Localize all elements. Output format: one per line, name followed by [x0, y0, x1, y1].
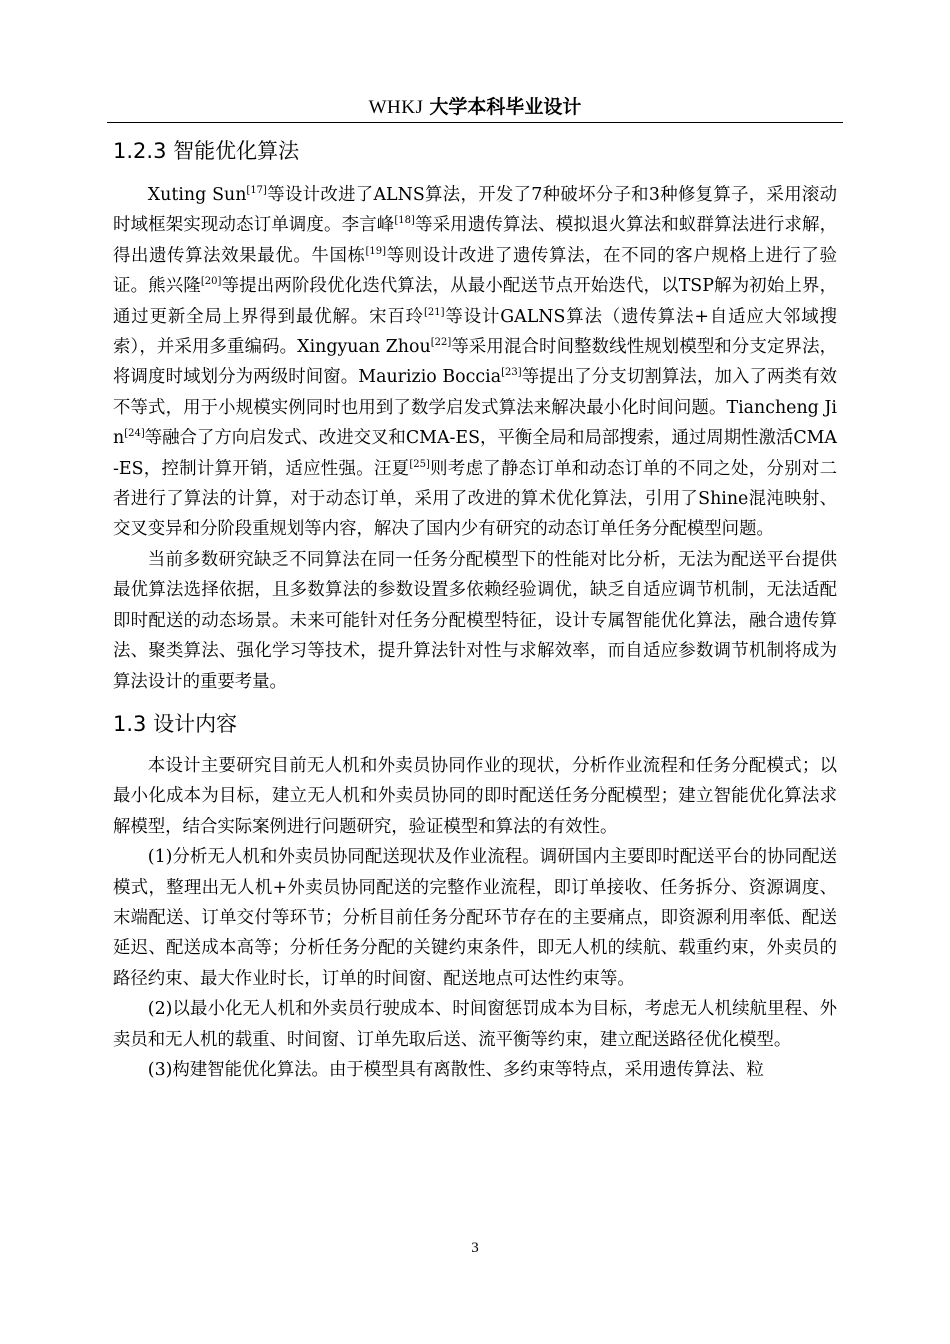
- text-run: 等设计GALNS算法（遗传算法+自适应大邻域搜索），并采用多重编码。Xingyuan Zhou: [113, 306, 837, 358]
- paragraph-design-item-3: (3)构建智能优化算法。由于模型具有离散性、多约束等特点，采用遗传算法、粒: [147, 1059, 764, 1080]
- citation-ref: [23]: [501, 367, 522, 379]
- paragraph-design-item-2: (2)以最小化无人机和外卖员行驶成本、时间窗惩罚成本为目标，考虑无人机续航里程、外卖员和无人机的载重、时间窗、订单先取后送、流平衡等约束，建立配送路径优化模型。: [113, 999, 837, 1050]
- section-heading-1-3: 1.3 设计内容: [113, 711, 238, 736]
- paragraph-literature-review: [113, 180, 837, 545]
- citation-ref: [25]: [409, 458, 430, 470]
- text-run: 等提出两阶段优化迭代算法，从最小配送节点开始迭代，以TSP解为初始上界，通过更新全局上界得到最优解。宋百玲: [113, 276, 837, 327]
- text-run: 等设计改进了ALNS算法，开发了7种破坏分子和3种修复算子，采用滚动时域框架实现动态订单调度。李言峰: [113, 185, 837, 236]
- paragraph-research-gap: 当前多数研究缺乏不同算法在同一任务分配模型下的性能对比分析，无法为配送平台提供最优算法选择依据，且多数算法的参数设置多依赖经验调优，缺乏自适应调节机制，无法适配即时配送的动态场景。未来可能针对任务分配模型特征，设计专属智能优化算法，融合遗传算法、聚类算法、强化学习等技术，提升算法针对性与求解效率，而自适应参数调节机制将成为算法设计的重要考量。: [113, 549, 837, 692]
- citation-ref: [20]: [200, 276, 222, 288]
- text-run: 等则设计改进了遗传算法，在不同的客户规格上进行了验证。熊兴隆: [113, 245, 837, 297]
- citation-ref: [18]: [394, 215, 415, 227]
- citation-ref: [19]: [365, 246, 387, 258]
- paragraph-design-item-1: (1)分析无人机和外卖员协同配送现状及作业流程。调研国内主要即时配送平台的协同配送模式，整理出无人机+外卖员协同配送的完整作业流程，即订单接收、任务拆分、资源调度、末端配送、订单交付等环节；分析目前任务分配环节存在的主要痛点，即资源利用率低、配送延迟、配送成本高等；分析任务分配的关键约束条件，即无人机的续航、载重约束，外卖员的路径约束、最大作业时长，订单的时间窗、配送地点可达性约束等。: [113, 847, 837, 989]
- text-run: 等融合了方向启发式、改进交叉和CMA-ES，平衡全局和局部搜索，通过周期性激活CMA-ES，控制计算开销，适应性强。汪夏: [113, 428, 837, 479]
- text-run: 则考虑了静态订单和动态订单的不同之处，分别对二者进行了算法的计算，对于动态订单，采用了改进的算术优化算法，引用了Shine混沌映射、交叉变异和分阶段重规划等内容，解决了国内少有研究的动态订单任务分配模型问题。: [113, 458, 837, 540]
- main-content: [113, 134, 837, 1085]
- header-latin-text: WHKJ: [368, 97, 424, 118]
- section-heading-1-2-3: 1.2.3 智能优化算法: [113, 139, 300, 163]
- paragraph-design-overview: 本设计主要研究目前无人机和外卖员协同作业的现状，分析作业流程和任务分配模式；以最小化成本为目标，建立无人机和外卖员协同的即时配送任务分配模型；建立智能优化算法求解模型，结合实际案例进行问题研究，验证模型和算法的有效性。: [113, 755, 837, 837]
- header-title: 大学本科毕业设计: [429, 96, 582, 118]
- text-run: 等采用混合时间整数线性规划模型和分支定界法，将调度时域划分为两级时间窗。Maurizio Boccia: [113, 337, 837, 388]
- page-number: 3: [471, 1240, 479, 1256]
- text-run: 等提出了分支切割算法，加入了两类有效不等式，用于小规模实例同时也用到了数学启发式算法来解决最小化时间问题。Tiancheng Jin: [113, 367, 837, 449]
- text-run: 等采用遗传算法、模拟退火算法和蚁群算法进行求解，得出遗传算法效果最优。牛国栋: [113, 215, 837, 266]
- citation-ref: [24]: [124, 428, 145, 440]
- text-run: Xuting Sun: [147, 185, 247, 205]
- running-header: [107, 92, 843, 123]
- citation-ref: [17]: [246, 185, 267, 197]
- citation-ref: [22]: [430, 337, 452, 349]
- citation-ref: [21]: [423, 306, 445, 318]
